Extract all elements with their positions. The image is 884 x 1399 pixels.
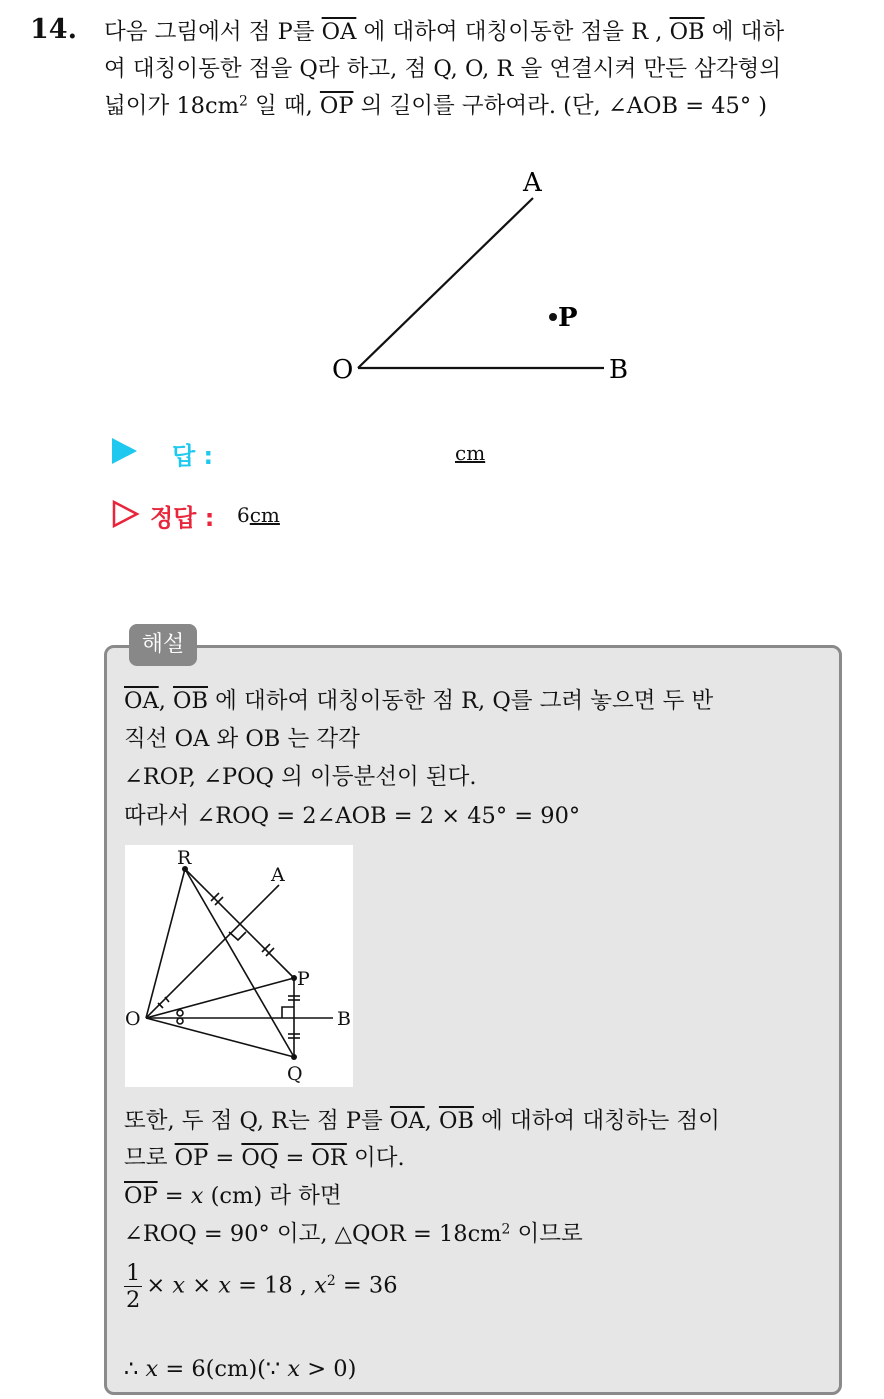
solution-diagram xyxy=(125,845,353,1087)
segment-op: $\overline{OP}$ xyxy=(319,93,354,119)
text-fragment: = xyxy=(157,1183,191,1209)
superscript: 2 xyxy=(501,1221,511,1238)
segment-oa: $\overline{OA}$ xyxy=(389,1108,425,1134)
question-line-3 xyxy=(104,88,874,125)
question-fragment: 에 대하 xyxy=(704,19,785,45)
text-fragment: 므로 xyxy=(124,1145,175,1171)
question-fragment: 일 때, xyxy=(247,93,320,119)
variable-x: x xyxy=(218,1272,231,1299)
segment-op: $\overline{OP}$ xyxy=(124,1183,158,1209)
text-fragment: 에 대하여 대칭이동한 점 R, Q를 그려 놓으면 두 반 xyxy=(208,688,714,714)
text-fragment: (cm) 라 하면 xyxy=(203,1183,342,1209)
text-fragment: × xyxy=(146,1272,173,1299)
question-line-1 xyxy=(104,14,874,51)
segment-ob: $\overline{OB}$ xyxy=(173,688,208,714)
label-a: A xyxy=(523,168,542,198)
correct-value xyxy=(237,503,280,527)
segment-op: $\overline{OP}$ xyxy=(174,1145,209,1171)
segment-ob: $\overline{OB}$ xyxy=(669,19,705,45)
question-number: 14. xyxy=(30,14,77,45)
ray-oa xyxy=(358,198,533,368)
question-fragment: 다음 그림에서 점 P를 xyxy=(104,19,322,45)
question-text xyxy=(104,14,874,125)
explanation-line-8 xyxy=(124,1216,583,1248)
explanation-line-4: 따라서 ∠ROQ = 2∠AOB = 2 × 45° = 90° xyxy=(124,803,581,829)
explanation-line-9 xyxy=(124,1260,398,1313)
text-fragment: = 18 , xyxy=(230,1272,315,1299)
text-fragment: = 6(cm)(∵ xyxy=(158,1356,288,1382)
fraction-half xyxy=(124,1260,142,1313)
label-o: O xyxy=(125,1008,141,1030)
text-fragment: × xyxy=(185,1272,219,1299)
explanation-line-1 xyxy=(124,683,713,715)
superscript: 2 xyxy=(326,1272,336,1289)
text-fragment: = 36 xyxy=(335,1272,398,1299)
text-fragment: 또한, 두 점 Q, R는 점 P를 xyxy=(124,1108,390,1134)
correct-number: 6 xyxy=(237,503,250,527)
text-fragment: > 0) xyxy=(300,1356,357,1382)
question-fragment: 넓이가 18cm xyxy=(104,93,239,119)
text-fragment: = xyxy=(278,1145,312,1171)
explanation-tag: 해설 xyxy=(129,624,197,666)
question-line-2: 여 대칭이동한 점을 Q라 하고, 점 Q, O, R 을 연결시켜 만든 삼각형의 xyxy=(104,56,782,82)
question-fragment: 에 대하여 대칭이동한 점을 R , xyxy=(356,19,670,45)
explanation-line-2: 직선 OA 와 OB 는 각각 xyxy=(124,726,360,752)
label-p: P xyxy=(558,303,578,333)
answer-arrow-icon xyxy=(112,438,137,464)
text-fragment: = xyxy=(208,1145,242,1171)
angle-diagram xyxy=(320,160,660,400)
explanation-line-10 xyxy=(124,1356,356,1382)
label-q: Q xyxy=(287,1063,303,1085)
variable-x: x xyxy=(287,1356,301,1382)
correct-label: 정답 : xyxy=(150,504,215,532)
label-p: P xyxy=(297,968,310,990)
explanation-line-7 xyxy=(124,1178,342,1210)
text-fragment: 에 대하여 대칭하는 점이 xyxy=(473,1108,720,1134)
variable-x: x xyxy=(314,1272,327,1299)
text-fragment: 이므로 xyxy=(510,1221,583,1247)
variable-x: x xyxy=(172,1272,186,1299)
label-r: R xyxy=(177,847,192,869)
fraction-numerator: 1 xyxy=(126,1260,141,1286)
question-fragment: 의 길이를 구하여라. (단, ∠AOB = 45° ) xyxy=(353,93,768,119)
text-fragment: , xyxy=(424,1108,439,1134)
label-o: O xyxy=(332,355,354,385)
correct-arrow-icon xyxy=(112,500,140,528)
point-p xyxy=(549,313,557,321)
answer-label: 답 : xyxy=(172,442,214,470)
answer-unit: cm xyxy=(455,441,486,465)
text-fragment: ∠ROQ = 90° 이고, △QOR = 18cm xyxy=(124,1221,502,1247)
explanation-line-6 xyxy=(124,1140,405,1172)
variable-x: x xyxy=(190,1183,204,1209)
correct-unit: cm xyxy=(249,503,280,527)
explanation-line-5 xyxy=(124,1103,720,1135)
fraction-denominator: 2 xyxy=(126,1287,141,1313)
segment-ob: $\overline{OB}$ xyxy=(438,1108,474,1134)
label-b: B xyxy=(337,1008,351,1030)
text-fragment: 이다. xyxy=(346,1145,405,1171)
text-fragment: , xyxy=(158,688,174,714)
variable-x: x xyxy=(145,1356,159,1382)
segment-or: $\overline{OR}$ xyxy=(311,1145,347,1171)
label-a: A xyxy=(271,864,285,886)
explanation-line-3: ∠ROP, ∠POQ 의 이등분선이 된다. xyxy=(124,764,477,790)
segment-oa: $\overline{OA}$ xyxy=(124,688,159,714)
text-fragment: ∴ xyxy=(124,1356,146,1382)
segment-oq: $\overline{OQ}$ xyxy=(241,1145,279,1171)
superscript: 2 xyxy=(238,93,248,110)
label-b: B xyxy=(609,355,629,385)
segment-oa: $\overline{OA}$ xyxy=(321,19,357,45)
